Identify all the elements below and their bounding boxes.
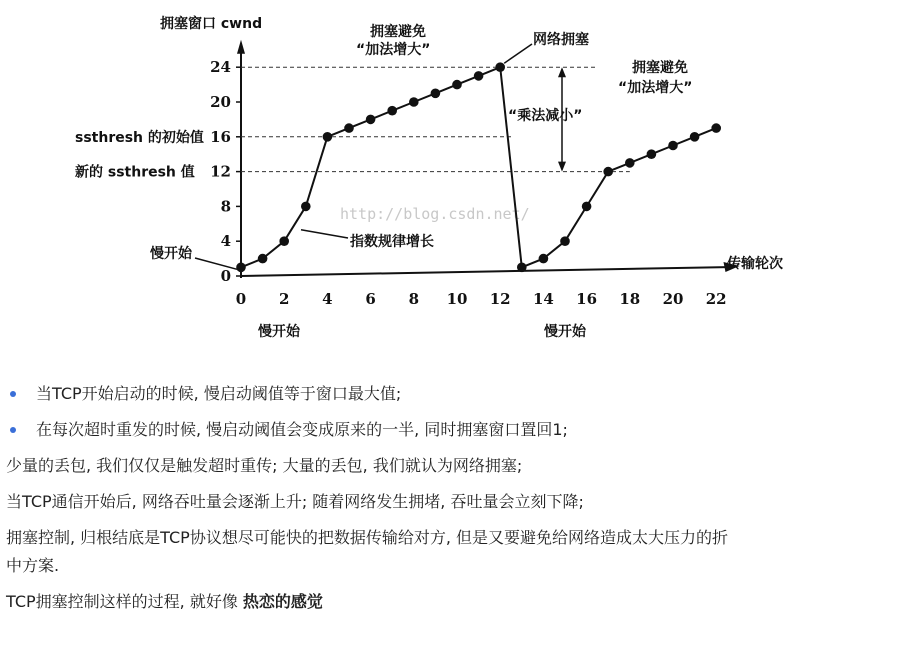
bullet-text-2: 在每次超时重发的时候, 慢启动阈值会变成原来的一半, 同时拥塞窗口置回1; [36, 420, 568, 439]
slow-start-pointer [195, 258, 237, 269]
data-point [625, 158, 635, 168]
data-point [409, 97, 419, 107]
paragraph-3-line-2: 中方案. [6, 556, 60, 575]
bullet-text-1: 当TCP开始启动的时候, 慢启动阈值等于窗口最大值; [36, 384, 402, 403]
x-tick-label: 8 [408, 290, 420, 308]
congestion-pointer [504, 44, 532, 63]
data-point [301, 202, 311, 212]
annotation-congestion: 网络拥塞 [533, 32, 589, 48]
paragraph-4-text: TCP拥塞控制这样的过程, 就好像 [6, 592, 243, 611]
data-point [258, 254, 268, 264]
data-point [517, 263, 527, 273]
annotation-ca2-line2: “加法增大” [618, 80, 693, 96]
data-point [539, 254, 549, 264]
data-point [582, 202, 592, 212]
watermark-text: http://blog.csdn.net/ [340, 205, 530, 223]
x-tick-label: 16 [576, 290, 598, 308]
paragraph-3 [6, 524, 904, 580]
bullet-item-1 [0, 380, 904, 408]
x-axis [241, 267, 733, 276]
data-point [366, 115, 376, 125]
bullet-item-2 [0, 416, 904, 444]
y-tick-label: 16 [210, 127, 231, 146]
y-tick-label: 12 [210, 162, 231, 181]
paragraph-4-bold: 热恋的感觉 [242, 592, 323, 611]
arrow-down-icon [558, 162, 566, 172]
y-axis-arrow-icon [237, 40, 245, 54]
data-point [236, 263, 246, 273]
x-tick-label: 2 [278, 290, 290, 308]
annotation-mult-decrease: “乘法减小” [508, 108, 583, 124]
article-text [0, 380, 904, 624]
x-tick-label: 22 [705, 290, 727, 308]
annotation-slow-start-bottom-2: 慢开始 [544, 324, 586, 340]
x-tick-label: 4 [322, 290, 333, 308]
reference-label: ssthresh 的初始值 [75, 129, 204, 146]
x-tick-label: 12 [489, 290, 511, 308]
data-point [344, 123, 354, 133]
bullet-dot-icon [10, 427, 16, 433]
x-tick-label: 0 [235, 290, 247, 308]
paragraph-3-line-1: 拥塞控制, 归根结底是TCP协议想尽可能快的把数据传输给对方, 但是又要避免给网络造成太大压力的折 [6, 528, 729, 547]
data-point [279, 236, 289, 246]
x-tick-label: 20 [662, 290, 684, 308]
data-point [474, 71, 484, 81]
x-tick-label: 18 [619, 290, 641, 308]
paragraph-4 [6, 588, 904, 616]
data-point [560, 236, 570, 246]
cwnd-series-line [241, 67, 716, 267]
paragraph-1: 少量的丢包, 我们仅仅是触发超时重传; 大量的丢包, 我们就认为网络拥塞; [6, 456, 523, 475]
reference-label: 新的 ssthresh 值 [75, 164, 195, 181]
arrow-up-icon [558, 67, 566, 77]
data-point [647, 149, 657, 159]
y-tick-label: 8 [220, 197, 231, 216]
x-tick-label: 10 [446, 290, 468, 308]
exp-growth-pointer [301, 230, 348, 238]
data-point [495, 62, 505, 72]
y-axis-label: 拥塞窗口 cwnd [160, 16, 263, 32]
x-tick-label: 6 [365, 290, 376, 308]
data-point [452, 80, 462, 90]
x-axis-label: 传输轮次 [727, 256, 783, 272]
data-point [603, 167, 613, 177]
bullet-dot-icon [10, 391, 16, 397]
y-tick-label: 20 [210, 93, 231, 111]
annotation-slow-start-bottom-1: 慢开始 [258, 324, 300, 340]
data-point [431, 89, 441, 99]
data-point [690, 132, 700, 142]
y-tick-label: 4 [220, 232, 231, 251]
data-point [387, 106, 397, 116]
data-point [323, 132, 333, 142]
annotation-ca1-line2: “加法增大” [356, 42, 431, 58]
y-tick-label: 0 [220, 267, 231, 285]
data-point [668, 141, 678, 151]
annotation-ca2-line1: 拥塞避免 [632, 60, 688, 76]
data-point [711, 123, 721, 133]
annotation-exp-growth: 指数规律增长 [350, 234, 434, 250]
x-tick-label: 14 [532, 290, 554, 308]
paragraph-2: 当TCP通信开始后, 网络吞吐量会逐渐上升; 随着网络发生拥堵, 吞吐量会立刻下降; [6, 492, 584, 511]
annotation-ca1-line1: 拥塞避免 [370, 24, 426, 40]
annotation-slow-start-left: 慢开始 [150, 246, 192, 262]
y-tick-label: 24 [210, 58, 231, 77]
